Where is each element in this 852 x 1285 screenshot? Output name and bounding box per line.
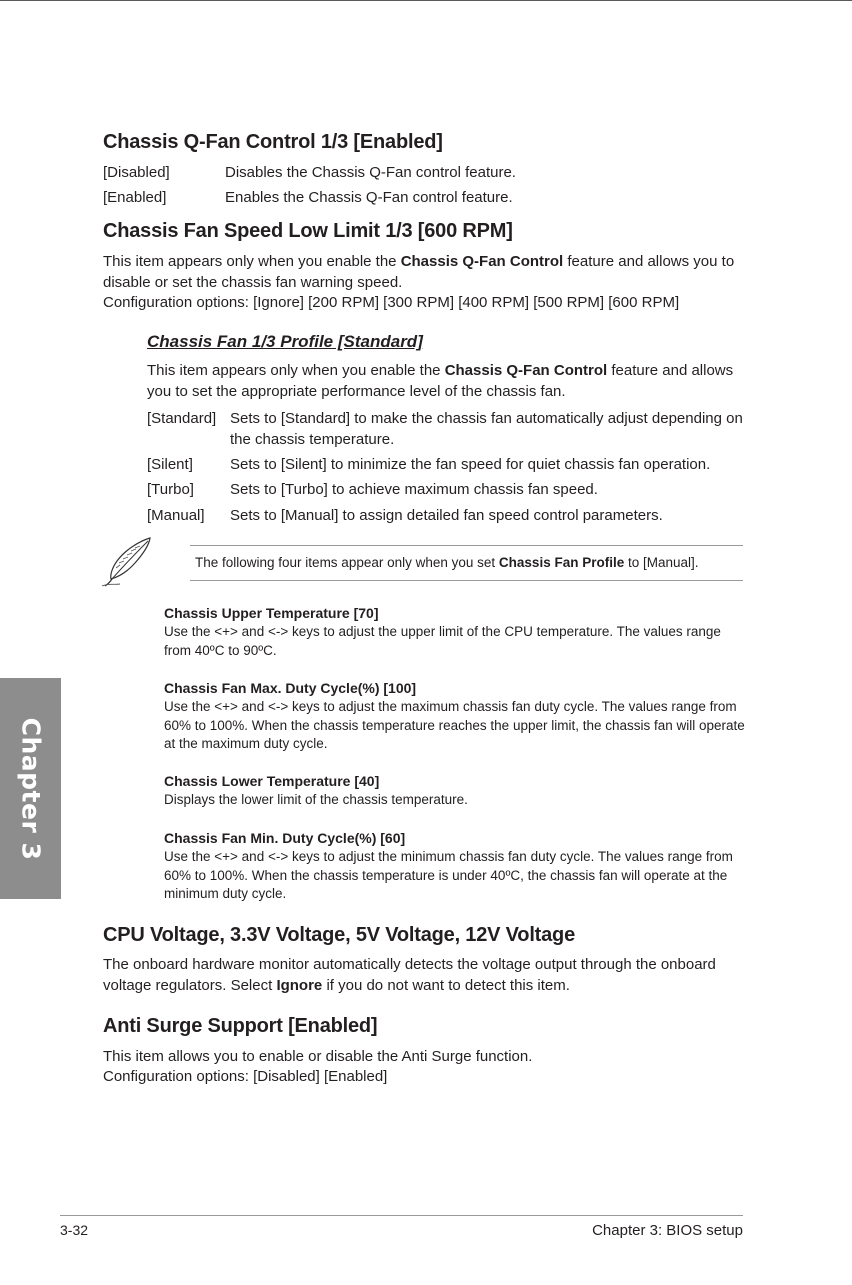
option-desc: Sets to [Manual] to assign detailed fan speed control parameters. bbox=[230, 507, 663, 524]
option-key: [Manual] bbox=[147, 507, 205, 524]
low-limit-config-options: Configuration options: [Ignore] [200 RPM] [300 RPM] [400 RPM] [500 RPM] [600 RPM] bbox=[103, 294, 680, 311]
chapter-tab-label: Chapter 3 bbox=[16, 717, 45, 860]
option-key: [Silent] bbox=[147, 456, 193, 473]
top-rule bbox=[0, 0, 852, 1]
option-key: [Disabled] bbox=[103, 164, 170, 181]
voltage-description: The onboard hardware monitor automatically detects the voltage output through the onboard voltage regulators. Select Ignore if you do not want to detect this item. bbox=[103, 956, 716, 994]
low-limit-description: This item appears only when you enable the Chassis Q-Fan Control feature and allows you to disable or set the chassis fan warning speed. bbox=[103, 253, 735, 291]
option-key: [Enabled] bbox=[103, 189, 167, 206]
note-text: The following four items appear only when you set Chassis Fan Profile to [Manual]. bbox=[195, 555, 699, 570]
anti-surge-title: Anti Surge Support [Enabled] bbox=[103, 1015, 378, 1037]
footer-rule bbox=[60, 1215, 743, 1216]
note-top-rule bbox=[190, 545, 743, 546]
profile-description: This item appears only when you enable the Chassis Q-Fan Control feature and allows you to set the appropriate performance level of the chassis fan. bbox=[147, 362, 734, 400]
min-duty-desc: Use the <+> and <-> keys to adjust the minimum chassis fan duty cycle. The values range from 60% to 100%. When the chassis temperature is under 40ºC, the chassis fan will operate at the minimum duty cycle. bbox=[164, 849, 733, 901]
note-bottom-rule bbox=[190, 580, 743, 581]
upper-temp-desc: Use the <+> and <-> keys to adjust the upper limit of the CPU temperature. The values range from 40ºC to 90ºC. bbox=[164, 624, 721, 658]
chapter-tab bbox=[0, 678, 61, 899]
anti-surge-description: This item allows you to enable or disable the Anti Surge function. bbox=[103, 1048, 533, 1065]
lower-temp-title: Chassis Lower Temperature [40] bbox=[164, 773, 380, 789]
page-number: 3-32 bbox=[60, 1222, 89, 1238]
option-desc: Sets to [Standard] to make the chassis fan automatically adjust depending on the chassis temperature. bbox=[230, 410, 743, 448]
voltage-title: CPU Voltage, 3.3V Voltage, 5V Voltage, 12V Voltage bbox=[103, 924, 575, 946]
option-desc: Sets to [Silent] to minimize the fan speed for quiet chassis fan operation. bbox=[230, 456, 711, 473]
option-desc: Enables the Chassis Q-Fan control feature. bbox=[225, 189, 513, 206]
option-key: [Turbo] bbox=[147, 481, 194, 498]
anti-surge-config-options: Configuration options: [Disabled] [Enabled] bbox=[103, 1068, 388, 1085]
max-duty-desc: Use the <+> and <-> keys to adjust the maximum chassis fan duty cycle. The values range from 60% to 100%. When the chassis temperature reaches the upper limit, the chassis fan will operate at the maximum duty cycle. bbox=[164, 699, 745, 751]
profile-title: Chassis Fan 1/3 Profile [Standard] bbox=[147, 332, 423, 351]
option-desc: Sets to [Turbo] to achieve maximum chassis fan speed. bbox=[230, 481, 598, 498]
lower-temp-desc: Displays the lower limit of the chassis temperature. bbox=[164, 792, 468, 807]
max-duty-title: Chassis Fan Max. Duty Cycle(%) [100] bbox=[164, 680, 417, 696]
option-key: [Standard] bbox=[147, 410, 217, 427]
low-limit-title: Chassis Fan Speed Low Limit 1/3 [600 RPM] bbox=[103, 220, 513, 242]
option-desc: Disables the Chassis Q-Fan control feature. bbox=[225, 164, 516, 181]
min-duty-title: Chassis Fan Min. Duty Cycle(%) [60] bbox=[164, 830, 406, 846]
feather-pen-icon bbox=[100, 535, 160, 589]
qfan-title: Chassis Q-Fan Control 1/3 [Enabled] bbox=[103, 131, 443, 153]
footer-chapter-title: Chapter 3: BIOS setup bbox=[592, 1222, 743, 1239]
upper-temp-title: Chassis Upper Temperature [70] bbox=[164, 605, 379, 621]
